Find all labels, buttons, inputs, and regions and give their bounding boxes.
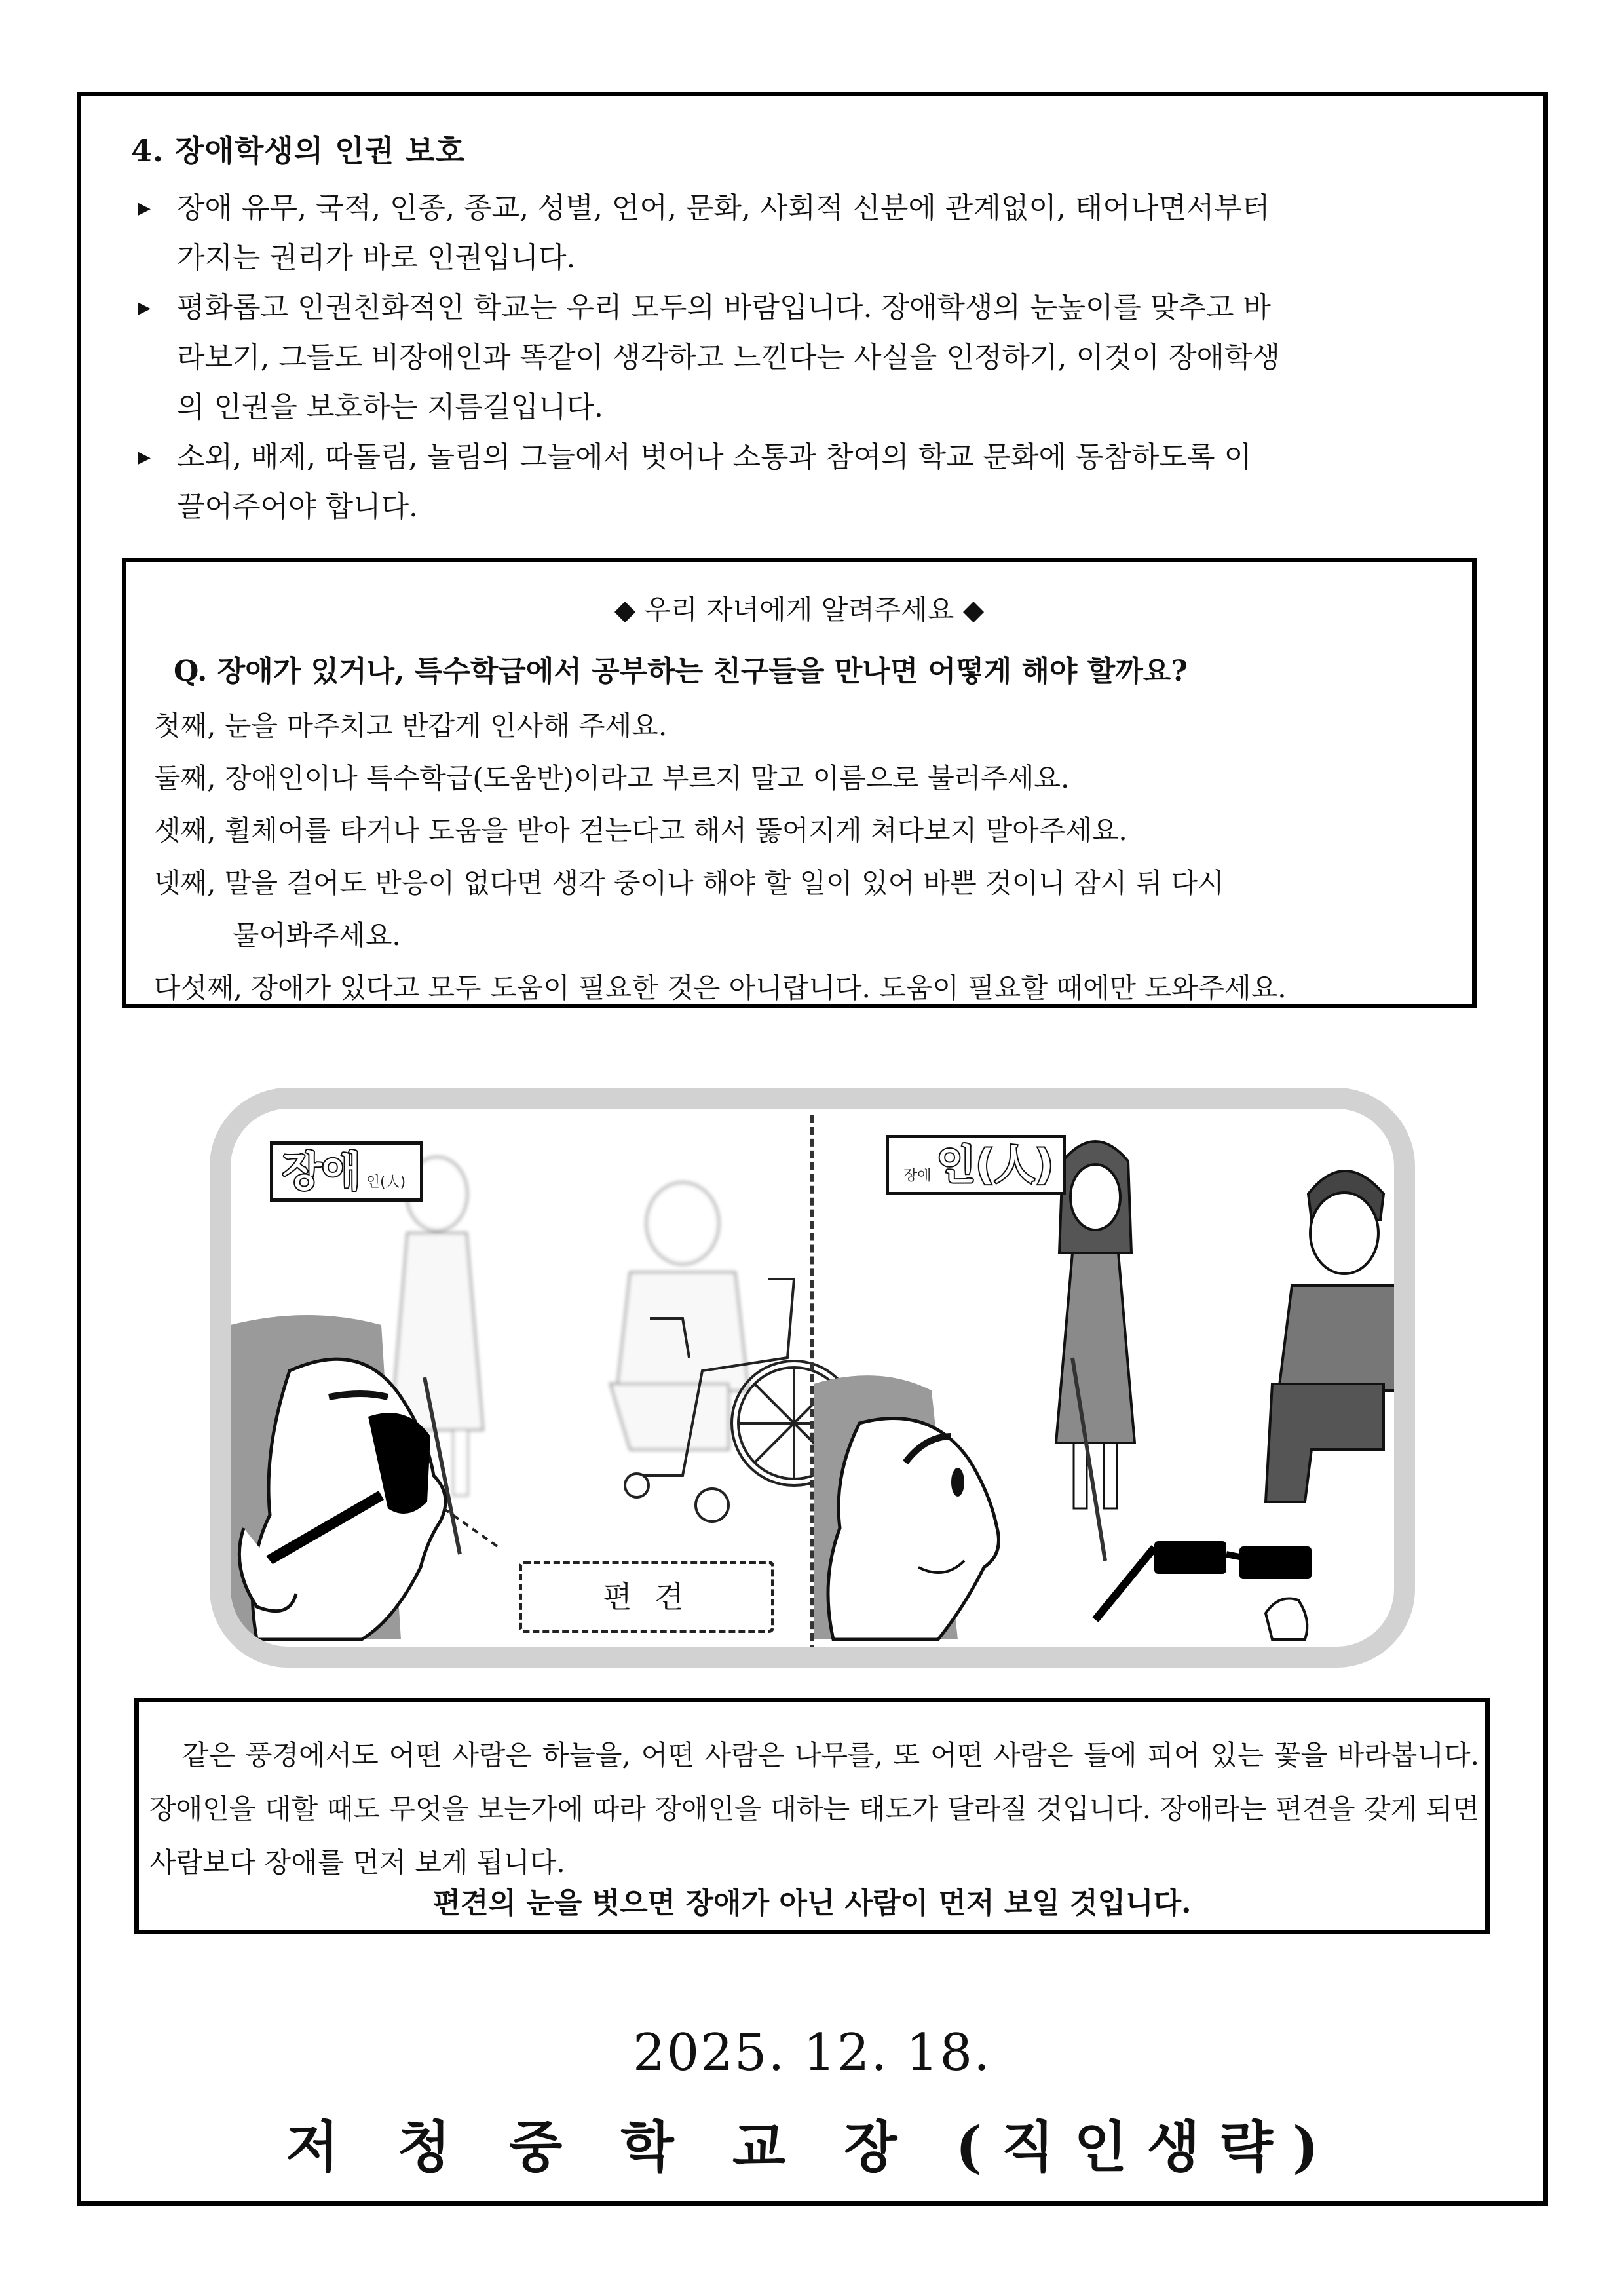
- message-paragraph: 같은 풍경에서도 어떤 사람은 하늘을, 어떤 사람은 나무를, 또 어떤 사람은 들에 피어 있는 꽃을 바라봅니다. 장애인을 대할 때도 무엇을 보는가에 따라 장애인을 대하는 태도가 달라질 것입니다. 장애라는 편견을 갖게 되면 사람보다 장애를 먼저 보게 됩니다.: [149, 1739, 1479, 1879]
- bullet-text: 평화롭고 인권친화적인 학교는 우리 모두의 바람입니다. 장애학생의 눈높이를 맞추고 바: [177, 291, 1272, 324]
- bullet-text: 의 인권을 보호하는 지름길입니다.: [177, 391, 603, 424]
- illustration-panel: [210, 1088, 1415, 1668]
- message-emphasis: 편견의 눈을 벗으면 장애가 아닌 사람이 먼저 보일 것입니다.: [432, 1886, 1192, 1920]
- qa-answer-list: [154, 700, 1464, 1014]
- principal-signature: 저 청 중 학 교 장 (직인생략): [286, 2114, 1338, 2179]
- message-box: [134, 1698, 1490, 1934]
- observer-without-glasses: [814, 1375, 999, 1639]
- label-person-emphasis: [886, 1135, 1066, 1195]
- qa-box: [122, 558, 1477, 1008]
- tag-small-text: 장애: [903, 1168, 932, 1184]
- qa-answer-text: 넷째, 말을 걸어도 반응이 없다면 생각 중이나 해야 할 일이 있어 바쁜 것이니 잠시 뒤 다시: [154, 867, 1224, 899]
- qa-question: Q. 장애가 있거나, 특수학급에서 공부하는 친구들을 만나면 어떻게 해야 할까요?: [174, 655, 1188, 688]
- bullet-text: 장애 유무, 국적, 인종, 종교, 성별, 언어, 문화, 사회적 신분에 관계없이, 태어나면서부터: [177, 191, 1270, 225]
- label-disability-emphasis: [270, 1141, 423, 1202]
- section-heading: 4. 장애학생의 인권 보호: [131, 133, 465, 168]
- qa-box-title: ◆ 우리 자녀에게 알려주세요 ◆: [614, 594, 985, 626]
- tag-big-text: 장애: [282, 1147, 361, 1195]
- triangle-bullet-icon: ▶: [138, 448, 151, 467]
- triangle-bullet-icon: ▶: [138, 199, 151, 218]
- qa-answer-continuation: 물어봐주세요.: [233, 919, 401, 951]
- triangle-bullet-icon: ▶: [138, 298, 151, 318]
- qa-answer: [154, 857, 1464, 962]
- bullet-item: [131, 283, 1500, 432]
- bullet-text: 끌어주어야 합니다.: [177, 490, 419, 524]
- qa-answer: 첫째, 눈을 마주치고 반갑게 인사해 주세요.: [154, 710, 668, 742]
- blurred-people-figures: [391, 1157, 748, 1495]
- bullet-text: 라보기, 그들도 비장애인과 똑같이 생각하고 느낀다는 사실을 인정하기, 이것이 장애학생: [177, 341, 1280, 374]
- bullet-list: [131, 183, 1500, 532]
- prejudice-callout: 편 견: [519, 1561, 774, 1633]
- tag-small-text: 인(人): [366, 1174, 406, 1191]
- document-date: 2025. 12. 18.: [633, 2023, 991, 2082]
- bullet-text: 가지는 권리가 바로 인권입니다.: [177, 241, 576, 275]
- qa-answer: 둘째, 장애인이나 특수학급(도움반)이라고 부르지 말고 이름으로 불러주세요.: [154, 762, 1070, 794]
- panel-divider: [810, 1115, 814, 1653]
- dark-glasses-removed-icon: [1095, 1541, 1312, 1639]
- bullet-text: 소외, 배제, 따돌림, 놀림의 그늘에서 벗어나 소통과 참여의 학교 문화에 동참하도록 이: [177, 440, 1252, 474]
- bullet-item: [131, 183, 1500, 283]
- tag-big-text: 인(人): [936, 1141, 1054, 1189]
- qa-answer: 셋째, 휠체어를 타거나 도움을 받아 걷는다고 해서 뚫어지게 쳐다보지 말아주세요.: [154, 814, 1127, 847]
- qa-answer: 다섯째, 장애가 있다고 모두 도움이 필요한 것은 아니랍니다. 도움이 필요할 때에만 도와주세요.: [154, 972, 1287, 1004]
- clear-people-figures: [1056, 1141, 1394, 1561]
- bullet-item: [131, 432, 1500, 532]
